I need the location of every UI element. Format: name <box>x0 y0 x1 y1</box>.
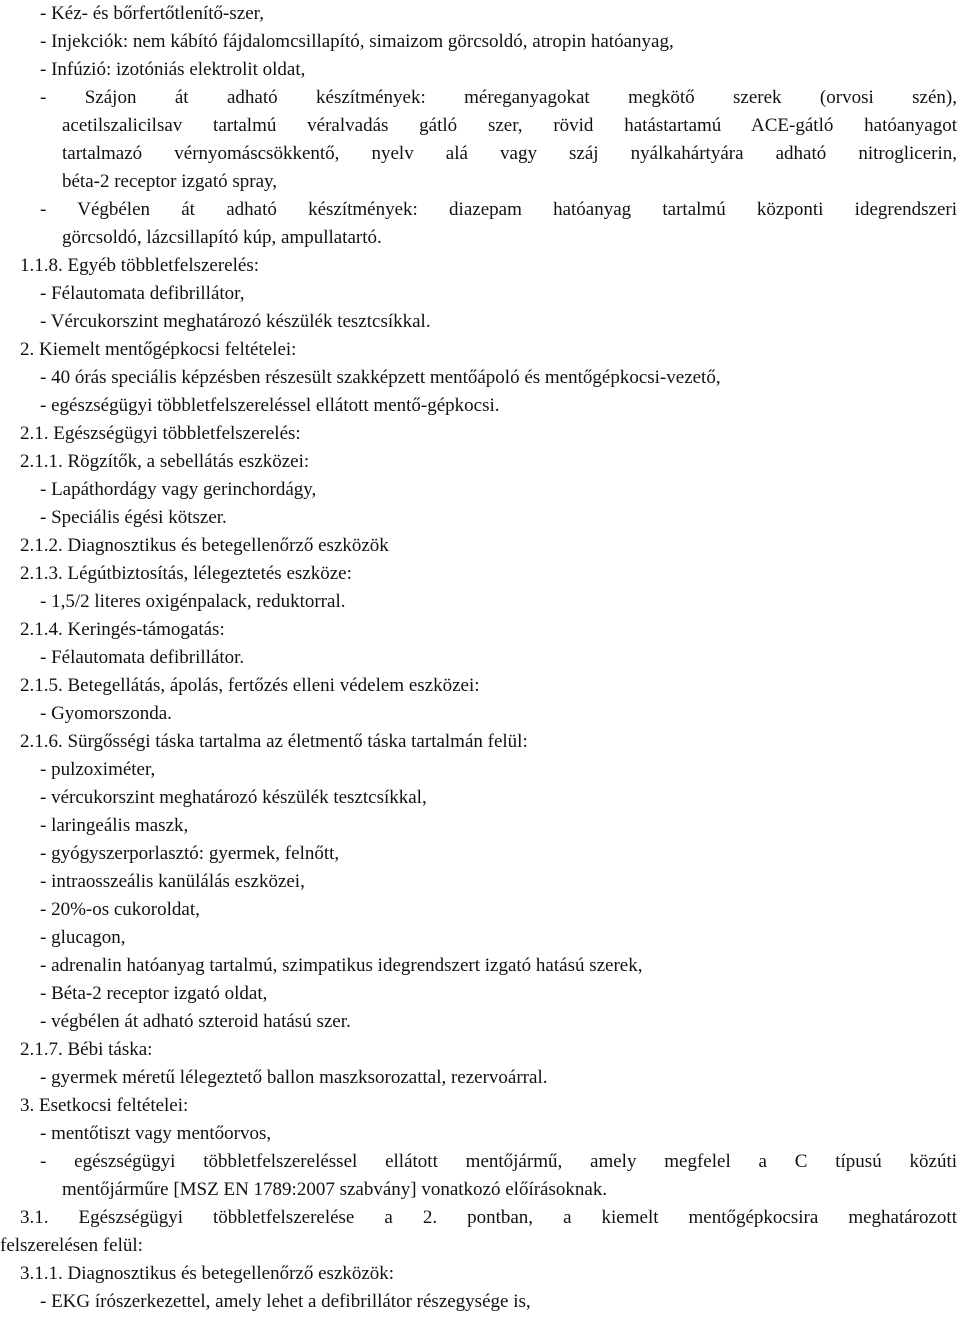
list-item: - laringeális maszk, <box>40 815 189 836</box>
list-item-continuation: tartalmazó vérnyomáscsökkentő, nyelv alá vagy száj nyálkahártyára adható nitroglicerin, <box>62 143 957 164</box>
list-item: - 1,5/2 literes oxigénpalack, reduktorral. <box>40 591 346 612</box>
list-item: - egészségügyi többletfelszereléssel ellátott mentő-gépkocsi. <box>40 395 500 416</box>
list-item: - gyógyszerporlasztó: gyermek, felnőtt, <box>40 843 340 864</box>
section-heading: 2. Kiemelt mentőgépkocsi feltételei: <box>20 339 297 360</box>
list-item: - intraosszeális kanülálás eszközei, <box>40 871 305 892</box>
section-heading: 2.1.4. Keringés-támogatás: <box>20 619 225 640</box>
section-heading-continuation: felszerelésen felül: <box>0 1235 143 1256</box>
list-item-continuation: acetilszalicilsav tartalmú véralvadás gátló szer, rövid hatástartamú ACE-gátló hatóanyagot <box>62 115 957 136</box>
list-item: - mentőtiszt vagy mentőorvos, <box>40 1123 272 1144</box>
section-heading: 2.1.6. Sürgősségi táska tartalma az életmentő táska tartalmán felül: <box>20 731 528 752</box>
list-item: - Vércukorszint meghatározó készülék tesztcsíkkal. <box>40 311 431 332</box>
list-item: - glucagon, <box>40 927 126 948</box>
list-item: - Speciális égési kötszer. <box>40 507 227 528</box>
section-heading: 2.1.5. Betegellátás, ápolás, fertőzés elleni védelem eszközei: <box>20 675 480 696</box>
list-item: - 40 órás speciális képzésben részesült szakképzett mentőápoló és mentőgépkocsi-vezető, <box>40 367 721 388</box>
list-item: - gyermek méretű lélegeztető ballon maszksorozattal, rezervoárral. <box>40 1067 548 1088</box>
list-item: - 20%-os cukoroldat, <box>40 899 200 920</box>
section-heading: 2.1.1. Rögzítők, a sebellátás eszközei: <box>20 451 310 472</box>
section-heading: 3. Esetkocsi feltételei: <box>20 1095 189 1116</box>
list-item: - egészségügyi többletfelszereléssel ellátott mentőjármű, amely megfelel a C típusú közúti <box>40 1151 957 1172</box>
list-item: - Félautomata defibrillátor, <box>40 283 245 304</box>
list-item: - végbélen át adható szteroid hatású szer. <box>40 1011 351 1032</box>
section-heading: 2.1.7. Bébi táska: <box>20 1039 153 1060</box>
list-item: - Végbélen át adható készítmények: diazepam hatóanyag tartalmú központi idegrendszeri <box>40 199 957 220</box>
section-heading: 2.1.3. Légútbiztosítás, lélegeztetés eszköze: <box>20 563 352 584</box>
section-heading: 3.1. Egészségügyi többletfelszerelése a 2. pontban, a kiemelt mentőgépkocsira meghatározott <box>20 1207 957 1228</box>
list-item: - pulzoximéter, <box>40 759 156 780</box>
list-item: - Béta-2 receptor izgató oldat, <box>40 983 268 1004</box>
list-item: - Kéz- és bőrfertőtlenítő-szer, <box>40 3 264 24</box>
section-heading: 1.1.8. Egyéb többletfelszerelés: <box>20 255 260 276</box>
list-item-continuation: mentőjárműre [MSZ EN 1789:2007 szabvány] vonatkozó előírásoknak. <box>62 1179 608 1200</box>
section-heading: 2.1. Egészségügyi többletfelszerelés: <box>20 423 301 444</box>
list-item-continuation: görcsoldó, lázcsillapító kúp, ampullatartó. <box>62 227 382 248</box>
list-item: - Lapáthordágy vagy gerinchordágy, <box>40 479 317 500</box>
list-item: - EKG írószerkezettel, amely lehet a defibrillátor részegysége is, <box>40 1291 531 1312</box>
list-item: - Infúzió: izotóniás elektrolit oldat, <box>40 59 306 80</box>
list-item: - vércukorszint meghatározó készülék tesztcsíkkal, <box>40 787 427 808</box>
list-item: - Injekciók: nem kábító fájdalomcsillapító, simaizom görcsoldó, atropin hatóanyag, <box>40 31 674 52</box>
list-item: - Gyomorszonda. <box>40 703 172 724</box>
list-item: - Félautomata defibrillátor. <box>40 647 245 668</box>
list-item: - Szájon át adható készítmények: méreganyagokat megkötő szerek (orvosi szén), <box>40 87 957 108</box>
section-heading: 3.1.1. Diagnosztikus és betegellenőrző eszközök: <box>20 1263 395 1284</box>
list-item-continuation: béta-2 receptor izgató spray, <box>62 171 278 192</box>
list-item: - adrenalin hatóanyag tartalmú, szimpatikus idegrendszert izgató hatású szerek, <box>40 955 643 976</box>
section-heading: 2.1.2. Diagnosztikus és betegellenőrző eszközök <box>20 535 389 556</box>
